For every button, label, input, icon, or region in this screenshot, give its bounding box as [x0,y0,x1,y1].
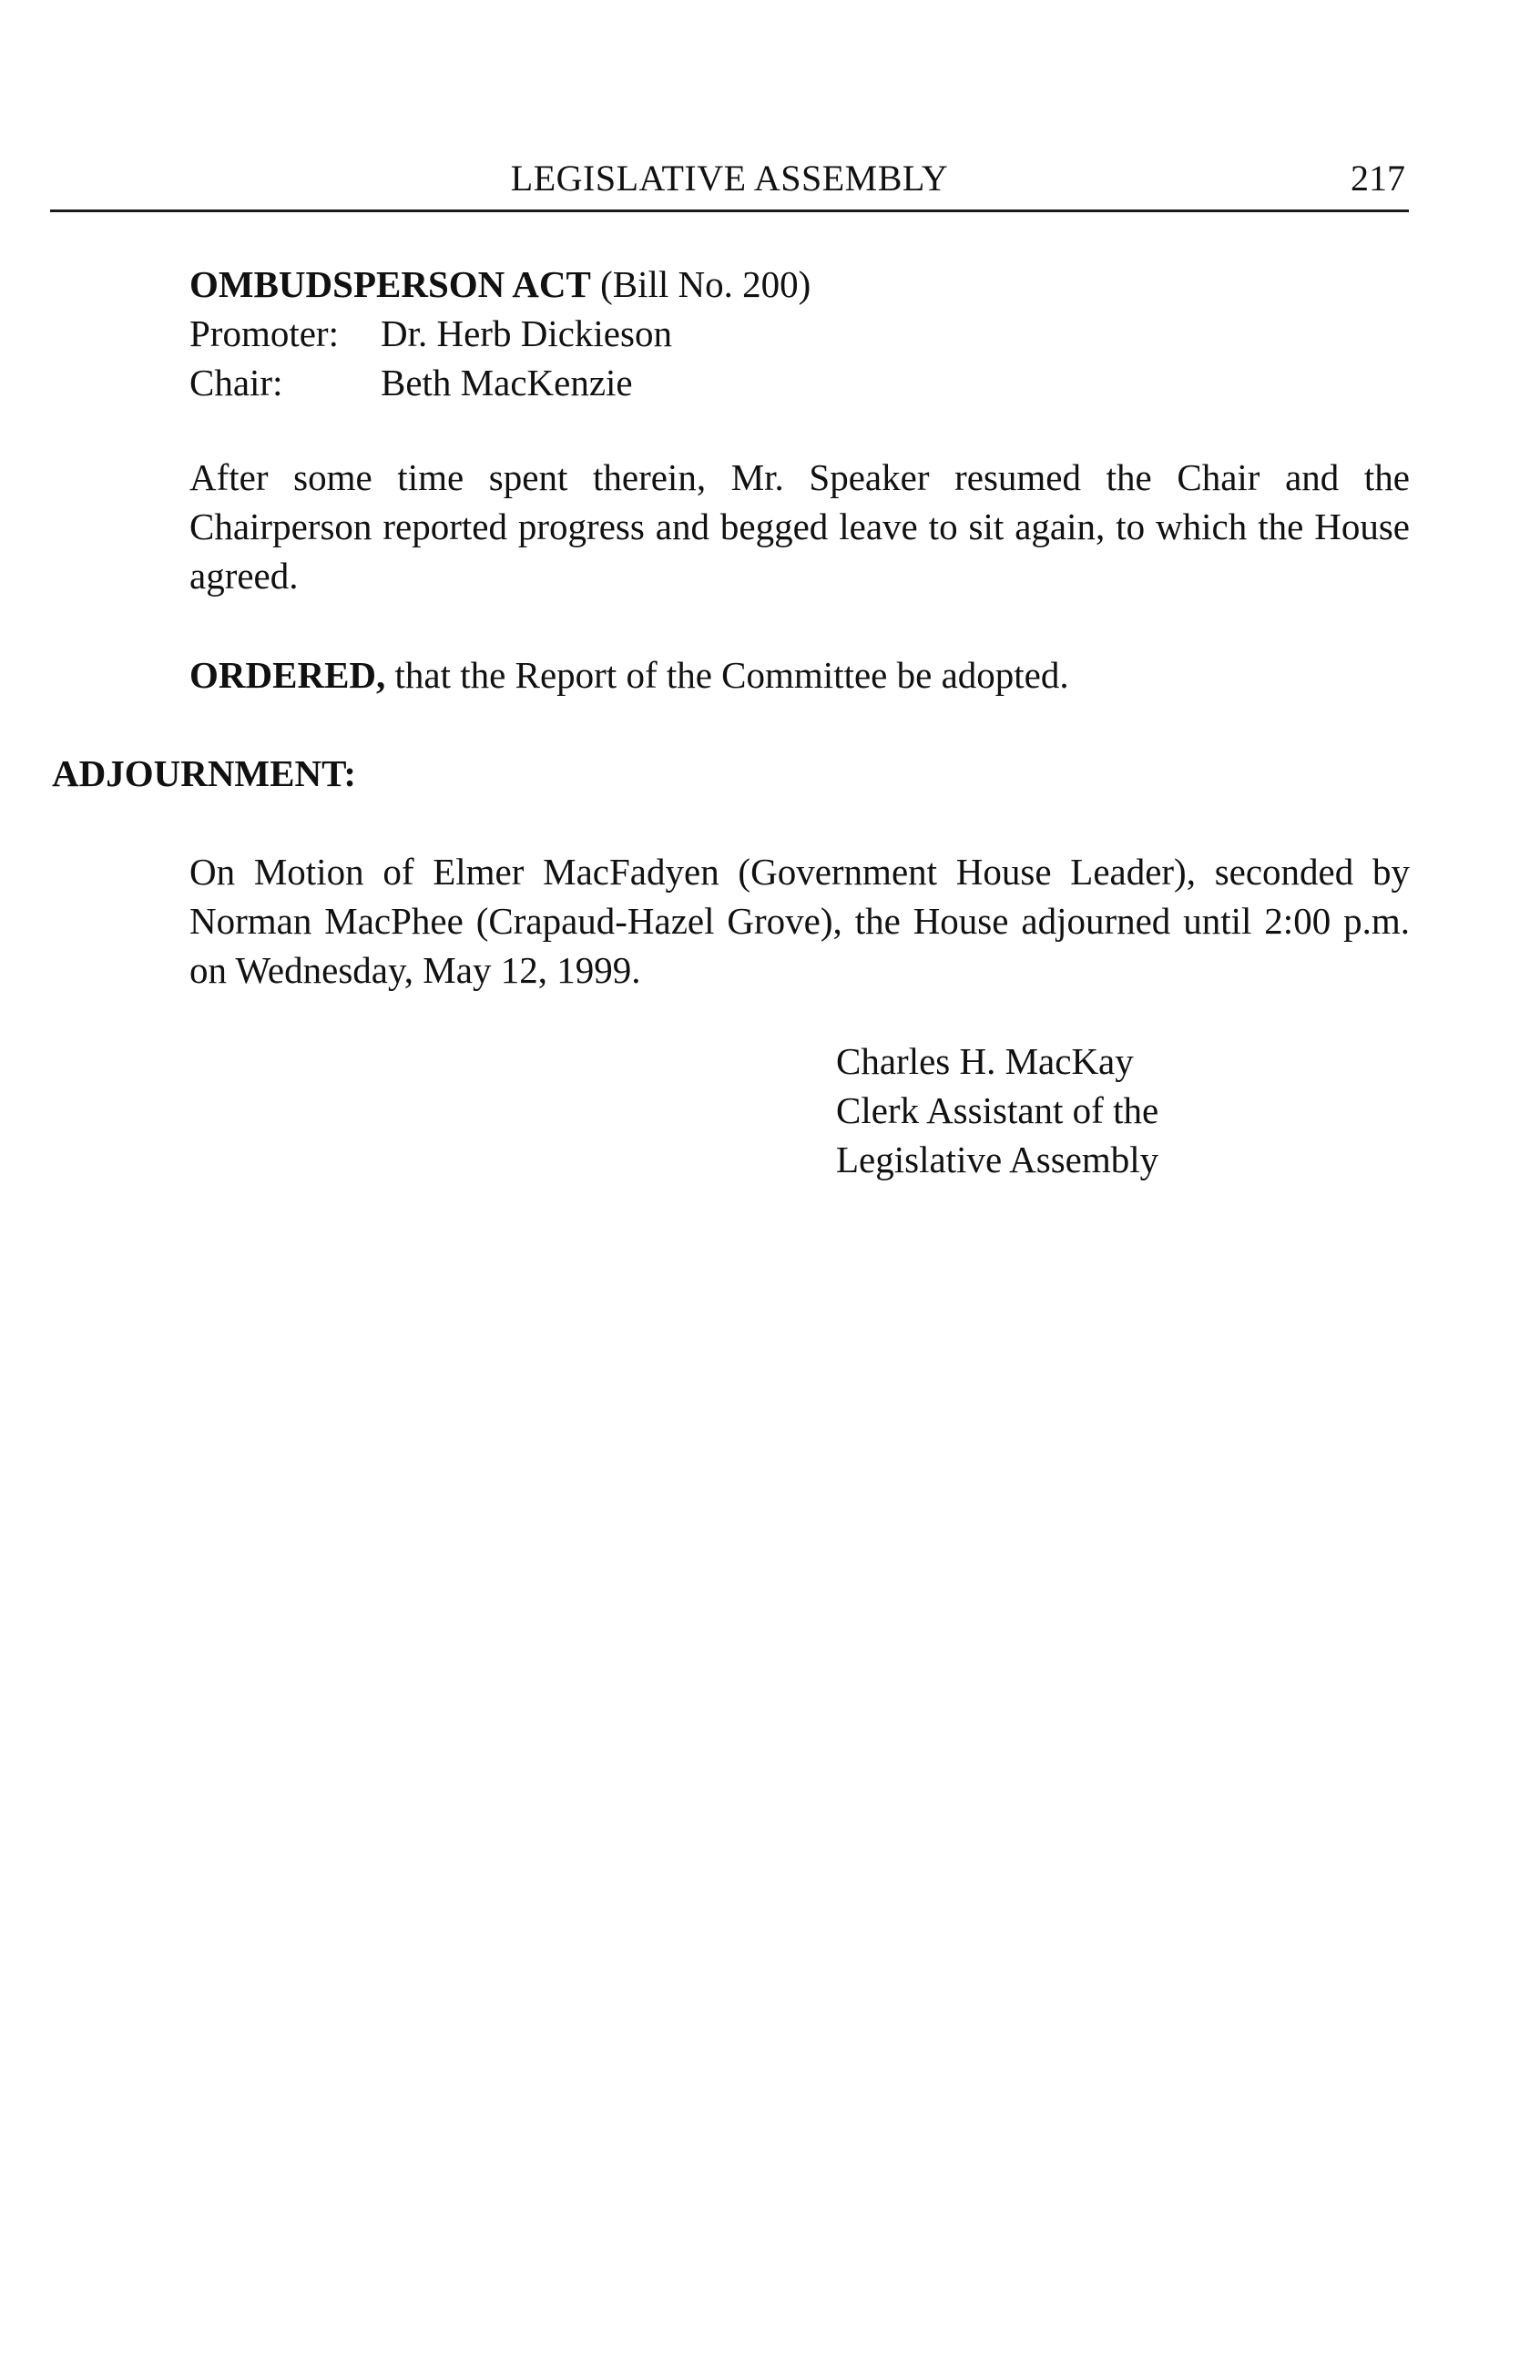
page-header [50,153,1409,212]
signatory-name: Charles H. MacKay [836,1040,1134,1082]
adjournment-motion-paragraph: On Motion of Elmer MacFadyen (Government House Leader), seconded by Norman MacPhee (Crapaud-Hazel Grove), the House adjourned until 2:00 p.m. on Wednesday, May 12, 1999. [189,851,1410,991]
signatory-title-line1: Clerk Assistant of the [836,1089,1159,1131]
ordered-paragraph [189,650,1410,700]
bill-title [189,260,1410,309]
ordered-keyword: ORDERED, [189,654,386,696]
ordered-text: that the Report of the Committee be adopted. [394,654,1069,696]
promoter-line [189,309,1410,358]
page-number: 217 [1351,158,1405,199]
promoter-label: Promoter: [189,312,339,354]
chair-line [189,358,1410,407]
signature-block [836,1037,1158,1184]
progress-paragraph: After some time spent therein, Mr. Speaker resumed the Chair and the Chairperson reported progress and begged leave to sit again, to which the House agreed. [189,456,1410,597]
promoter-name: Dr. Herb Dickieson [381,312,672,354]
adjournment-heading: ADJOURNMENT: [52,752,357,794]
signatory-title-line2: Legislative Assembly [836,1139,1159,1180]
running-header-title: LEGISLATIVE ASSEMBLY [510,158,949,199]
chair-name: Beth MacKenzie [381,362,633,403]
chair-label: Chair: [189,362,283,403]
bill-name: OMBUDSPERSON ACT [189,263,591,305]
bill-number: (Bill No. 200) [600,263,811,305]
